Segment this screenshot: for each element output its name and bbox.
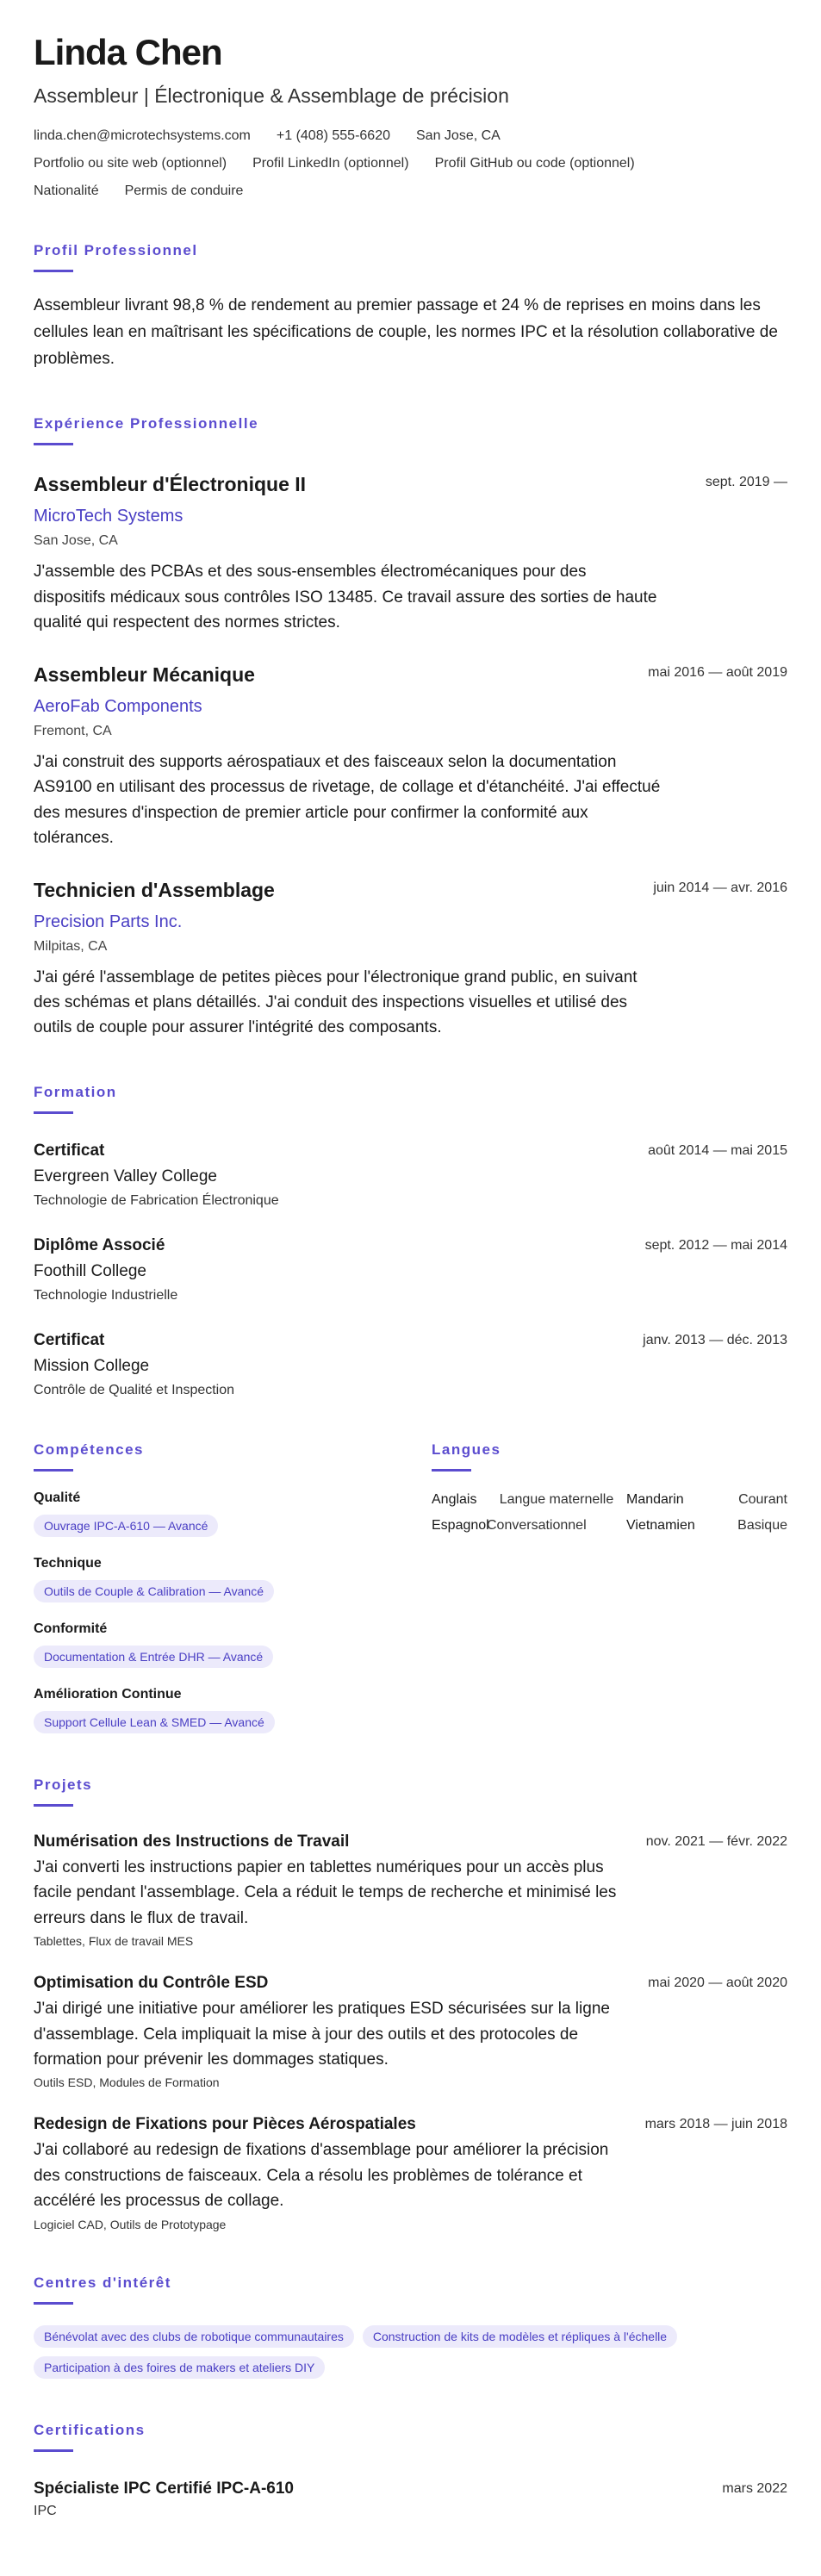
nationality-text: Nationalité [34, 184, 99, 199]
project-item [34, 2115, 787, 2231]
skill-group [34, 1556, 432, 1602]
section-title: Compétences [34, 1440, 144, 1458]
project-dates: nov. 2021 — févr. 2022 [645, 1833, 787, 1849]
language-level: Basique [737, 1517, 787, 1533]
job-location: San Jose, CA [34, 533, 118, 549]
skill-category: Amélioration Continue [34, 1686, 182, 1702]
project-description: J'ai collaboré au redesign de fixations d'assemblage pour améliorer la précision des constructions de faisceaux. Cela a résolu les problèmes de tolérance et accéléré les processus de collage. [34, 2141, 609, 2211]
resume-content [34, 33, 787, 2519]
skill-group [34, 1490, 432, 1537]
contact-row [34, 128, 787, 144]
job-title: Assembleur Mécanique [34, 663, 255, 686]
linkedin-link[interactable]: Profil LinkedIn (optionnel) [252, 156, 409, 171]
section-title: Certifications [34, 2421, 146, 2438]
certification-title: Spécialiste IPC Certifié IPC-A-610 [34, 2479, 294, 2498]
section-title: Projets [34, 1776, 93, 1793]
degree: Certificat [34, 1330, 105, 1349]
degree: Certificat [34, 1141, 105, 1160]
section-divider [34, 2302, 73, 2305]
job-dates: mai 2016 — août 2019 [648, 664, 787, 680]
personal-meta-row [34, 184, 787, 199]
project-tools: Outils ESD, Modules de Formation [34, 2075, 220, 2090]
skill-category: Technique [34, 1555, 102, 1571]
location-text: San Jose, CA [416, 128, 501, 144]
company-name: MicroTech Systems [34, 507, 183, 526]
company-name: Precision Parts Inc. [34, 912, 183, 931]
interests-section [34, 2274, 787, 2379]
language-level: Conversationnel [487, 1517, 587, 1533]
project-title: Redesign de Fixations pour Pièces Aérospatiales [34, 2115, 416, 2134]
project-item [34, 1974, 787, 2089]
job-description: J'ai construit des supports aérospatiaux et des faisceaux selon la documentation AS9100 en utilisant des processus de rivetage, de collage et d'étanchéité. J'ai effectué des mesures d'inspection de premier article pour confirmer la conformité aux tolérances. [34, 752, 661, 848]
education-item [34, 1331, 787, 1398]
job-title: Technicien d'Assemblage [34, 878, 275, 901]
interest-pill: Participation à des foires de makers et ateliers DIY [34, 2356, 325, 2379]
section-title: Centres d'intérêt [34, 2274, 171, 2291]
summary-text: Assembleur livrant 98,8 % de rendement au premier passage et 24 % de reprises en moins dans les cellules lean en maîtrisant les spécifications de couple, les normes IPC et la résolution collaborative de problèmes. [34, 296, 778, 368]
language-name: Anglais [432, 1491, 477, 1507]
languages-section [432, 1441, 787, 1733]
project-description: J'ai converti les instructions papier en tablettes numériques pour un accès plus facile pendant l'assemblage. Cela a réduit le temps de recherche et minimisé les erreurs dans le flux de travail. [34, 1857, 617, 1927]
section-title: Expérience Professionnelle [34, 415, 259, 432]
project-dates: mars 2018 — juin 2018 [644, 2117, 787, 2132]
section-divider [34, 2449, 73, 2452]
candidate-name: Linda Chen [34, 32, 222, 72]
project-title: Numérisation des Instructions de Travail [34, 1832, 350, 1851]
projects-section [34, 1776, 787, 2231]
skill-category: Conformité [34, 1621, 108, 1636]
section-divider [34, 1804, 73, 1807]
certification-date: mars 2022 [722, 2480, 787, 2496]
project-dates: mai 2020 — août 2020 [648, 1976, 787, 1991]
job-title: Assembleur d'Électronique II [34, 473, 307, 496]
skills-languages-row [34, 1441, 787, 1733]
section-divider [34, 1469, 73, 1472]
skill-group [34, 1687, 432, 1733]
job-description: J'assemble des PCBAs et des sous-ensembles électromécaniques pour des dispositifs médicaux sous contrôles ISO 13485. Ce travail assure des sorties de haute qualité qui respectent des normes strictes. [34, 563, 657, 632]
language-name: Mandarin [626, 1491, 684, 1507]
language-level: Langue maternelle [499, 1491, 614, 1507]
interest-pill: Construction de kits de modèles et répliques à l'échelle [363, 2325, 677, 2348]
project-description: J'ai dirigé une initiative pour améliorer les pratiques ESD sécurisées sur la ligne d'assemblage. Cela impliquait la mise à jour des outils et des protocoles de formation pour prévenir les dommages statiques. [34, 2000, 610, 2069]
skill-pill: Ouvrage IPC-A-610 — Avancé [34, 1515, 218, 1537]
project-item [34, 1832, 787, 1948]
github-link[interactable]: Profil GitHub ou code (optionnel) [434, 156, 635, 171]
job-location: Milpitas, CA [34, 938, 108, 954]
education-item [34, 1236, 787, 1304]
skill-pill: Outils de Couple & Calibration — Avancé [34, 1580, 274, 1602]
skill-pill: Documentation & Entrée DHR — Avancé [34, 1646, 273, 1668]
section-divider [34, 443, 73, 445]
project-tools: Tablettes, Flux de travail MES [34, 1934, 194, 1949]
experience-item [34, 879, 787, 1041]
section-title: Profil Professionnel [34, 242, 198, 259]
school-name: Foothill College [34, 1261, 146, 1280]
profile-links-row [34, 156, 787, 171]
experience-section [34, 415, 787, 1040]
section-title: Langues [432, 1440, 501, 1458]
certification-item [34, 2480, 787, 2519]
job-description: J'ai géré l'assemblage de petites pièces pour l'électronique grand public, en suivant des schémas et plans détaillés. J'ai conduit des inspections visuelles et utilisé des outils de couple pour assurer l'intégrité des composants. [34, 968, 638, 1037]
project-tools: Logiciel CAD, Outils de Prototypage [34, 2217, 227, 2231]
field-of-study: Technologie de Fabrication Électronique [34, 1192, 279, 1208]
language-level: Courant [738, 1491, 787, 1507]
field-of-study: Technologie Industrielle [34, 1287, 178, 1303]
job-dates: sept. 2019 — [705, 475, 787, 490]
project-title: Optimisation du Contrôle ESD [34, 1974, 269, 1993]
skills-section [34, 1441, 432, 1733]
section-divider [34, 270, 73, 272]
education-dates: août 2014 — mai 2015 [648, 1142, 787, 1158]
skill-group [34, 1621, 432, 1668]
section-divider [432, 1469, 471, 1472]
education-item [34, 1142, 787, 1209]
skill-pill: Support Cellule Lean & SMED — Avancé [34, 1711, 275, 1733]
education-section [34, 1084, 787, 1398]
school-name: Mission College [34, 1356, 150, 1375]
certifications-section [34, 2422, 787, 2519]
certification-issuer: IPC [34, 2503, 57, 2518]
phone-link[interactable]: +1 (408) 555-6620 [276, 128, 390, 144]
summary-section [34, 242, 787, 372]
education-dates: sept. 2012 — mai 2014 [644, 1237, 787, 1253]
interests-list [34, 2325, 783, 2379]
experience-item [34, 473, 787, 635]
interest-pill: Bénévolat avec des clubs de robotique communautaires [34, 2325, 354, 2348]
section-title: Formation [34, 1083, 117, 1100]
school-name: Evergreen Valley College [34, 1167, 217, 1185]
email-link[interactable]: linda.chen@microtechsystems.com [34, 128, 251, 144]
degree: Diplôme Associé [34, 1235, 165, 1254]
job-location: Fremont, CA [34, 723, 112, 738]
field-of-study: Contrôle de Qualité et Inspection [34, 1382, 235, 1397]
language-name: Espagnol [432, 1517, 489, 1533]
candidate-headline: Assembleur | Électronique & Assemblage de précision [34, 84, 509, 108]
education-dates: janv. 2013 — déc. 2013 [643, 1332, 787, 1347]
job-dates: juin 2014 — avr. 2016 [653, 880, 787, 895]
experience-item [34, 663, 787, 851]
section-divider [34, 1111, 73, 1114]
languages-grid [432, 1492, 787, 1534]
company-name: AeroFab Components [34, 696, 202, 716]
skill-category: Qualité [34, 1490, 81, 1505]
driving-license-text: Permis de conduire [124, 184, 244, 199]
portfolio-link[interactable]: Portfolio ou site web (optionnel) [34, 156, 227, 171]
language-name: Vietnamien [626, 1517, 695, 1533]
